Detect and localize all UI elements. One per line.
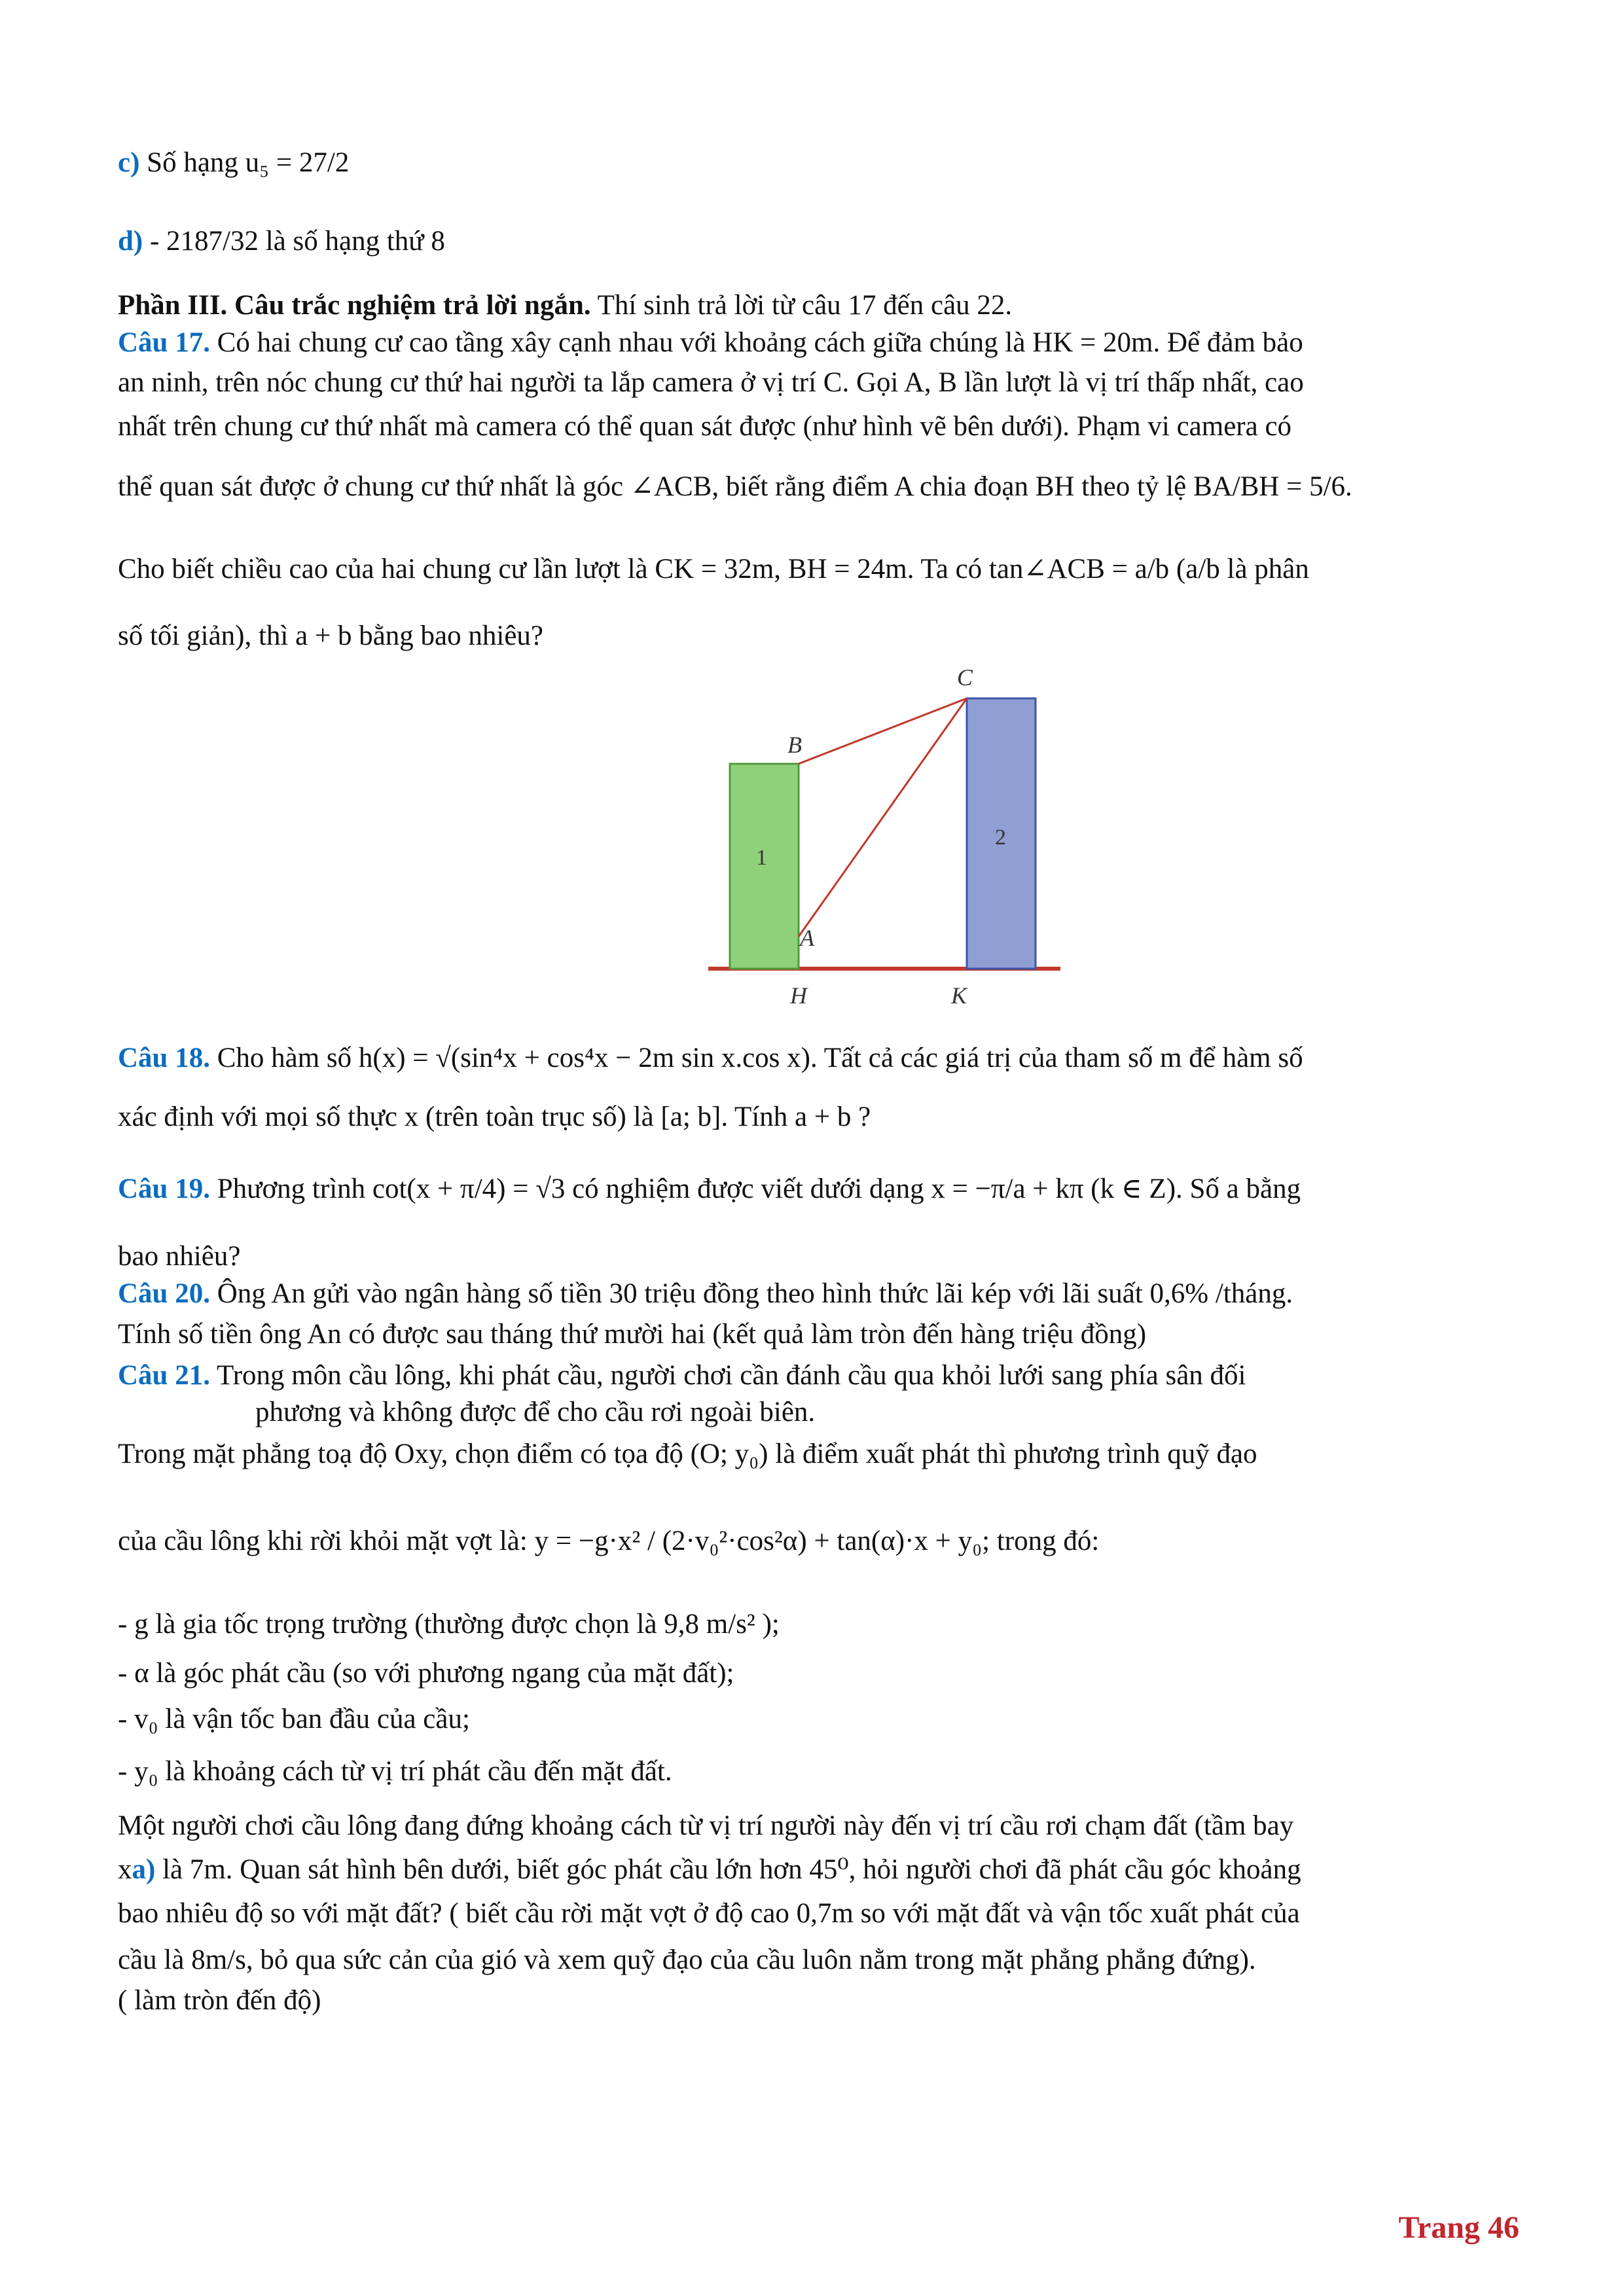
q21-line-12: cầu là 8m/s, bỏ qua sức cản của gió và xem quỹ đạo của cầu luôn nằm trong mặt phẳng phẳng đứng).: [118, 1945, 1256, 1975]
q21-line-11: bao nhiêu độ so với mặt đất? ( biết cầu rời mặt vợt ở độ cao 0,7m so với mặt đất và vận tốc xuất phát của: [118, 1898, 1300, 1929]
q19-line-1: [118, 1172, 1519, 1207]
part3-instruction: Thí sinh trả lời từ câu 17 đến câu 22.: [590, 290, 1013, 321]
q17-line-3: nhất trên chung cư thứ nhất mà camera có thể quan sát được (như hình vẽ bên dưới). Phạm vi camera có: [118, 411, 1292, 442]
point-H-label: H: [790, 982, 807, 1009]
q19-text-1: Phương trình cot(x + π/4) = √3 có nghiệm được viết dưới dạng x = −π/a + kπ (k ∈ Z). Số a bằng: [209, 1174, 1301, 1204]
q20-line-2: Tính số tiền ông An có được sau tháng thứ mười hai (kết quả làm tròn đến hàng triệu đồng): [118, 1319, 1147, 1350]
q17-line-2: an ninh, trên nóc chung cư thứ hai người ta lắp camera ở vị trí C. Gọi A, B lần lượt là vị trí thấp nhất, cao: [118, 367, 1304, 398]
buildings-figure: [707, 658, 1074, 1024]
q17-line-1: [118, 325, 1519, 361]
part3-title: Phần III. Câu trắc nghiệm trả lời ngắn.: [118, 290, 591, 321]
q18-label: Câu 18.: [118, 1043, 210, 1073]
q21-line-2: phương và không được để cho cầu rơi ngoài biên.: [255, 1397, 816, 1427]
q18-line-2: xác định với mọi số thực x (trên toàn trục số) là [a; b]. Tính a + b ?: [118, 1102, 871, 1132]
q20-line-1: [118, 1276, 1519, 1312]
q17-label: Câu 17.: [118, 327, 210, 358]
q21-line-4: của cầu lông khi rời khỏi mặt vợt là: y = −g·x² / (2·v₀²·cos²α) + tan(α)·x + y₀; trong đó:: [118, 1526, 1100, 1556]
building-2-label: 2: [995, 825, 1006, 850]
q17-line-5: Cho biết chiều cao của hai chung cư lần lượt là CK = 32m, BH = 24m. Ta có tan∠ACB = a/b (a/b là phân: [118, 554, 1309, 584]
line-BC: [799, 698, 967, 764]
q21-line-1: [118, 1358, 1519, 1393]
q18-text-1: Cho hàm số h(x) = √(sin⁴x + cos⁴x − 2m sin x.cos x). Tất cả các giá trị của tham số m để hàm số: [209, 1043, 1303, 1073]
point-B-label: B: [787, 732, 802, 758]
q18-line-1: [118, 1041, 1519, 1076]
part3-heading: [118, 288, 1519, 323]
item-d-text: - 2187/32 là số hạng thứ 8: [149, 226, 445, 257]
q20-text-1: Ông An gửi vào ngân hàng số tiền 30 triệu đồng theo hình thức lãi kép với lãi suất 0,6% /tháng.: [209, 1278, 1293, 1309]
point-C-label: C: [957, 664, 973, 691]
item-d: [118, 224, 1519, 259]
q21-label: Câu 21.: [118, 1360, 210, 1391]
q21-line-6: - α là góc phát cầu (so với phương ngang của mặt đất);: [118, 1658, 734, 1689]
q17-line-4: thể quan sát được ở chung cư thứ nhất là góc ∠ACB, biết rằng điểm A chia đoạn BH theo tỷ lệ BA/BH = 5/6.: [118, 471, 1352, 502]
q21-line-10: [118, 1852, 1519, 1888]
q20-label: Câu 20.: [118, 1278, 210, 1309]
q21-text-1: Trong môn cầu lông, khi phát cầu, người chơi cần đánh cầu qua khỏi lưới sang phía sân đối: [209, 1360, 1246, 1391]
item-c-text: Số hạng u₅ = 27/2: [147, 147, 350, 178]
q21-line-8: - y₀ là khoảng cách từ vị trí phát cầu đến mặt đất.: [118, 1756, 672, 1787]
item-d-label: d): [118, 226, 143, 257]
line-AC: [799, 698, 967, 937]
q21-line-5: - g là gia tốc trọng trường (thường được chọn là 9,8 m/s² );: [118, 1609, 780, 1640]
building-1-label: 1: [756, 846, 767, 870]
q21-line-7: - v₀ là vận tốc ban đầu của cầu;: [118, 1704, 470, 1734]
q21-line-9: Một người chơi cầu lông đang đứng khoảng cách từ vị trí người này đến vị trí cầu rơi chạm đất (tầm bay: [118, 1810, 1294, 1841]
q21-line-3: Trong mặt phẳng toạ độ Oxy, chọn điểm có tọa độ (O; y₀) là điểm xuất phát thì phương trình quỹ đạo: [118, 1439, 1257, 1469]
q17-line-6: số tối giản), thì a + b bằng bao nhiêu?: [118, 620, 543, 651]
item-c-label: c): [118, 147, 140, 178]
q17-text-1: Có hai chung cư cao tầng xây cạnh nhau với khoảng cách giữa chúng là HK = 20m. Để đảm bảo: [209, 327, 1303, 358]
q21-text-10c: là 7m. Quan sát hình bên dưới, biết góc phát cầu lớn hơn 45⁰, hỏi người chơi đã phát cầu góc khoảng: [155, 1854, 1301, 1885]
q19-line-2: bao nhiêu?: [118, 1241, 241, 1272]
q21-text-10a: x: [118, 1854, 132, 1885]
q21-subitem-a: a): [132, 1854, 156, 1885]
q21-line-13: ( làm tròn đến độ): [118, 1985, 321, 2016]
point-K-label: K: [951, 982, 967, 1009]
point-A-label: A: [800, 925, 814, 951]
page-number: Trang 46: [1398, 2210, 1519, 2245]
item-c: [118, 145, 1519, 181]
q19-label: Câu 19.: [118, 1174, 210, 1204]
